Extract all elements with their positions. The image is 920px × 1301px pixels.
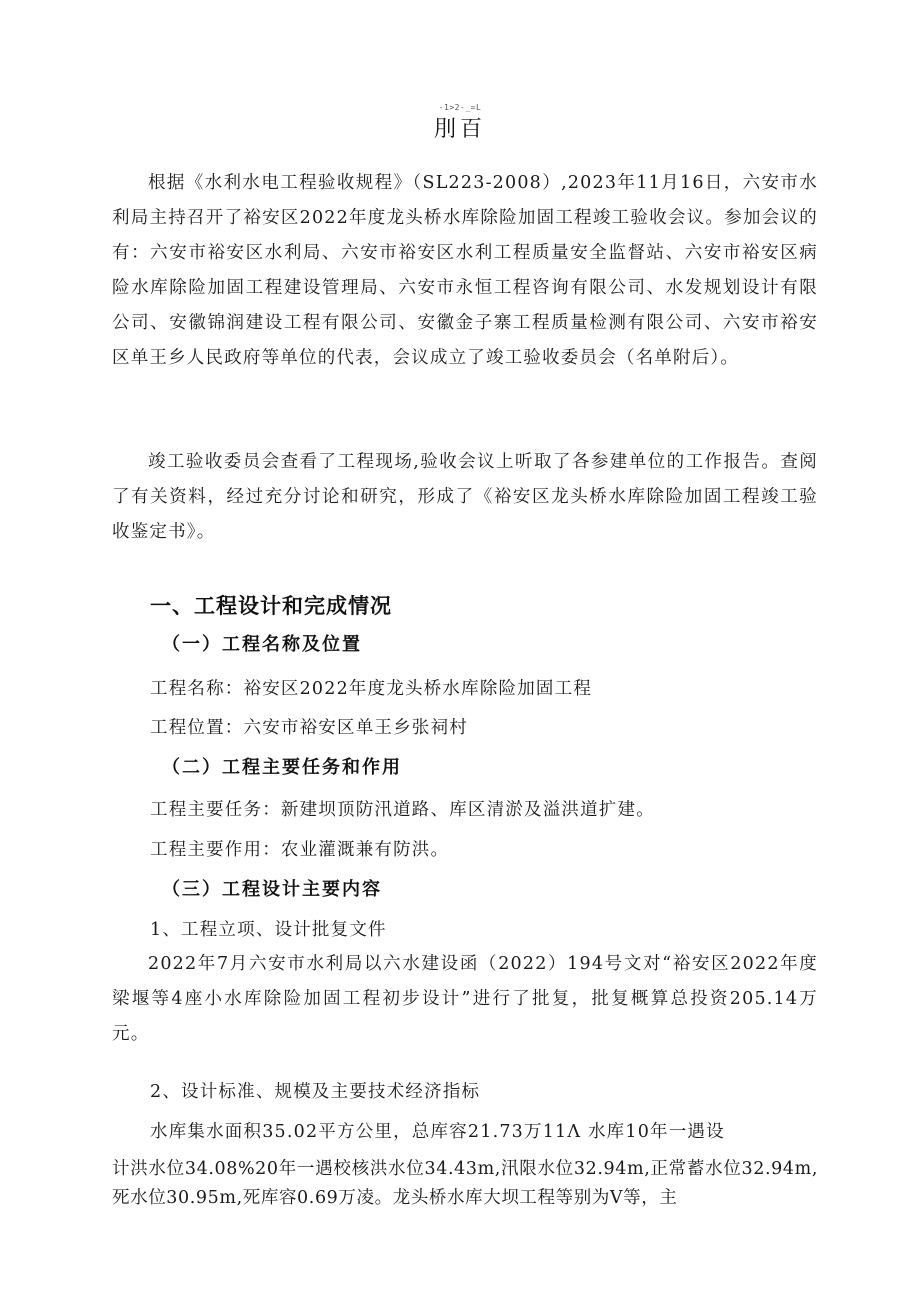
- project-location-line: 工程位置：六安市裕安区单王乡张祠村: [150, 718, 468, 738]
- subsection-heading-name-location: （一）工程名称及位置: [162, 634, 362, 655]
- item1-paragraph: 2022年7月六安市水利局以六水建设函（2022）194号文对“裕安区2022年度梁堰等4座小水库除险加固工程初步设计”进行了批复，批复概算总投资205.14万元。: [112, 954, 818, 1044]
- item2-paragraph: 计洪水位34.08%20年一遇校核洪水位34.43m,汛限水位32.94m,正常蓄水位32.94m,死水位30.95m,死库容0.69万凌。龙头桥水库大坝工程等别为Ⅴ等，主: [112, 1159, 818, 1208]
- subsection-heading-design-content: （三）工程设计主要内容: [162, 879, 382, 900]
- project-role-line: 工程主要作用：农业灌溉兼有防洪。: [150, 840, 450, 860]
- item1-title: 1、工程立项、设计批复文件: [150, 920, 387, 940]
- item2-title: 2、设计标准、规模及主要技术经济指标: [150, 1082, 481, 1102]
- page-title: 刖百: [433, 117, 486, 142]
- item2-first-line: 水库集水面积35.02平方公里，总库容21.73万11Λ 水库10年一遇设: [150, 1122, 725, 1142]
- intro-paragraph-2: 竣工验收委员会查看了工程现场,验收会议上听取了各参建单位的工作报告。查阅了有关资料，经过充分讨论和研究，形成了《裕安区龙头桥水库除险加固工程竣工验收鉴定书》。: [112, 452, 818, 542]
- subsection-heading-tasks-roles: （二）工程主要任务和作用: [162, 757, 402, 778]
- project-task-line: 工程主要任务：新建坝顶防汛道路、库区清淤及溢洪道扩建。: [150, 800, 655, 820]
- header-mark: -1>2-_=L: [438, 103, 482, 112]
- project-name-line: 工程名称：裕安区2022年度龙头桥水库除险加固工程: [150, 679, 593, 699]
- intro-paragraph-1: 根据《水利水电工程验收规程》（SL223-2008）,2023年11月16日，六安市水利局主持召开了裕安区2022年度龙头桥水库除险加固工程竣工验收会议。参加会议的有：六安市裕安区水利局、六安市裕安区水利工程质量安全监督站、六安市裕安区病险水库除险加固工程建设管理局、六安市永恒工程咨询有限公司、水发规划设计有限公司、安徽锦润建设工程有限公司、安徽金子寨工程质量检测有限公司、六安市裕安区单王乡人民政府等单位的代表，会议成立了竣工验收委员会（名单附后）。: [112, 173, 818, 368]
- section-heading-design-completion: 一、工程设计和完成情况: [150, 594, 392, 618]
